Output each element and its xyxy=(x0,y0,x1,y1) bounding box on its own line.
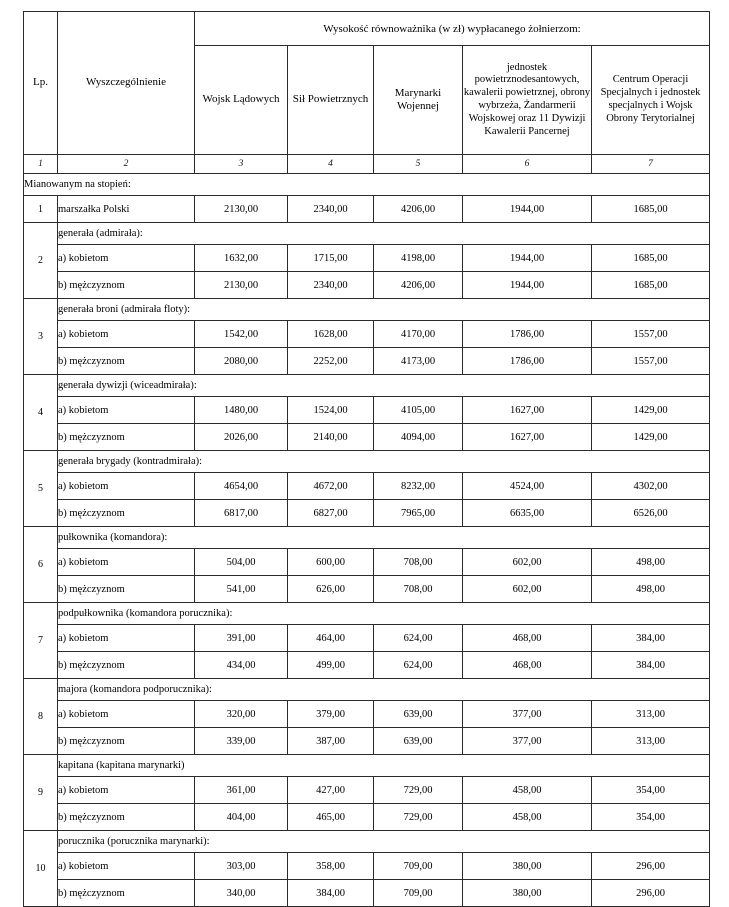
header-cell-airborne-units: jednostek powietrznodesantowych, kawalerii powietrznej, obrony wybrzeża, Żandarmerii Wojskowej oraz 11 Dywizji Kawalerii Pancernej xyxy=(463,46,592,155)
amount-cell: 384,00 xyxy=(592,625,710,652)
table-row-group-header xyxy=(24,679,710,701)
table-row-women xyxy=(24,625,710,652)
amount-cell: 468,00 xyxy=(463,625,592,652)
amount-cell: 296,00 xyxy=(592,853,710,880)
subrow-label-women: a) kobietom xyxy=(58,245,195,272)
subrow-label-men: b) mężczyznom xyxy=(58,576,195,603)
table-row-men xyxy=(24,500,710,527)
amount-cell: 404,00 xyxy=(195,804,288,831)
amount-cell: 427,00 xyxy=(288,777,374,804)
amount-cell: 377,00 xyxy=(463,728,592,755)
amount-cell: 468,00 xyxy=(463,652,592,679)
amount-cell: 639,00 xyxy=(374,701,463,728)
amount-cell: 1627,00 xyxy=(463,397,592,424)
amount-cell: 4198,00 xyxy=(374,245,463,272)
amount-cell: 358,00 xyxy=(288,853,374,880)
table-row-women xyxy=(24,701,710,728)
table-row-group-header xyxy=(24,451,710,473)
amount-cell: 458,00 xyxy=(463,777,592,804)
subrow-label-women: a) kobietom xyxy=(58,397,195,424)
amount-cell: 1685,00 xyxy=(592,245,710,272)
table-row-men xyxy=(24,424,710,451)
row-number: 7 xyxy=(24,603,58,679)
amount-cell: 4672,00 xyxy=(288,473,374,500)
amount-cell: 626,00 xyxy=(288,576,374,603)
amount-cell: 1632,00 xyxy=(195,245,288,272)
header-cell-land-forces: Wojsk Lądowych xyxy=(195,46,288,155)
subrow-label-women: a) kobietom xyxy=(58,777,195,804)
amount-cell: 434,00 xyxy=(195,652,288,679)
table-row-men xyxy=(24,576,710,603)
amount-cell: 6817,00 xyxy=(195,500,288,527)
amount-cell: 1786,00 xyxy=(463,348,592,375)
table-row-group-header xyxy=(24,527,710,549)
amount-cell: 4302,00 xyxy=(592,473,710,500)
amount-cell: 602,00 xyxy=(463,549,592,576)
amount-cell: 1627,00 xyxy=(463,424,592,451)
row-number: 9 xyxy=(24,755,58,831)
amount-cell: 2080,00 xyxy=(195,348,288,375)
table-row-men xyxy=(24,272,710,299)
row-description: pułkownika (komandora): xyxy=(58,527,710,549)
subrow-label-men: b) mężczyznom xyxy=(58,500,195,527)
amount-cell: 320,00 xyxy=(195,701,288,728)
amount-cell: 1429,00 xyxy=(592,424,710,451)
row-description: podpułkownika (komandora porucznika): xyxy=(58,603,710,625)
amount-cell: 465,00 xyxy=(288,804,374,831)
subrow-label-men: b) mężczyznom xyxy=(58,348,195,375)
header-cell-air-forces: Sił Powietrznych xyxy=(288,46,374,155)
amount-cell: 709,00 xyxy=(374,880,463,907)
amount-cell: 379,00 xyxy=(288,701,374,728)
amount-cell: 1786,00 xyxy=(463,321,592,348)
row-number: 6 xyxy=(24,527,58,603)
amount-cell: 4654,00 xyxy=(195,473,288,500)
amount-cell: 2140,00 xyxy=(288,424,374,451)
table-row-group-header xyxy=(24,375,710,397)
header-cell-navy: Marynarki Wojennej xyxy=(374,46,463,155)
amount-cell: 4094,00 xyxy=(374,424,463,451)
amount-cell: 708,00 xyxy=(374,576,463,603)
table-row-women xyxy=(24,397,710,424)
subrow-label-men: b) mężczyznom xyxy=(58,804,195,831)
row-number: 5 xyxy=(24,451,58,527)
amount-cell: 387,00 xyxy=(288,728,374,755)
amount-cell: 380,00 xyxy=(463,880,592,907)
amount-cell: 4170,00 xyxy=(374,321,463,348)
column-number-cell: 4 xyxy=(288,155,374,174)
amount-cell: 2340,00 xyxy=(288,272,374,299)
amount-cell: 7965,00 xyxy=(374,500,463,527)
amount-cell: 1429,00 xyxy=(592,397,710,424)
amount-cell: 4173,00 xyxy=(374,348,463,375)
subrow-label-men: b) mężczyznom xyxy=(58,652,195,679)
amount-cell: 313,00 xyxy=(592,701,710,728)
subrow-label-women: a) kobietom xyxy=(58,321,195,348)
table-row-men xyxy=(24,880,710,907)
row-description: generała (admirała): xyxy=(58,223,710,245)
subrow-label-women: a) kobietom xyxy=(58,625,195,652)
amount-cell: 504,00 xyxy=(195,549,288,576)
amount-cell: 499,00 xyxy=(288,652,374,679)
table-row-women xyxy=(24,853,710,880)
subrow-label-women: a) kobietom xyxy=(58,701,195,728)
amount-cell: 313,00 xyxy=(592,728,710,755)
header-cell-lp: Lp. xyxy=(24,12,58,155)
row-description: generała brygady (kontradmirała): xyxy=(58,451,710,473)
amount-cell: 1628,00 xyxy=(288,321,374,348)
amount-cell: 4206,00 xyxy=(374,196,463,223)
amount-cell: 361,00 xyxy=(195,777,288,804)
subrow-label-men: b) mężczyznom xyxy=(58,880,195,907)
table-row xyxy=(24,196,710,223)
row-description: generała broni (admirała floty): xyxy=(58,299,710,321)
amount-cell: 498,00 xyxy=(592,576,710,603)
section-label: Mianowanym na stopień: xyxy=(24,174,710,196)
column-number-cell: 1 xyxy=(24,155,58,174)
amount-cell: 602,00 xyxy=(463,576,592,603)
subrow-label-men: b) mężczyznom xyxy=(58,272,195,299)
amount-cell: 1944,00 xyxy=(463,272,592,299)
amount-cell: 377,00 xyxy=(463,701,592,728)
amount-cell: 339,00 xyxy=(195,728,288,755)
amount-cell: 2130,00 xyxy=(195,196,288,223)
row-number: 1 xyxy=(24,196,58,223)
table-row-women xyxy=(24,777,710,804)
table-row-men xyxy=(24,652,710,679)
amount-cell: 1557,00 xyxy=(592,321,710,348)
table-row-women xyxy=(24,321,710,348)
amount-cell: 303,00 xyxy=(195,853,288,880)
amount-cell: 2130,00 xyxy=(195,272,288,299)
amount-cell: 391,00 xyxy=(195,625,288,652)
row-number: 3 xyxy=(24,299,58,375)
amount-cell: 384,00 xyxy=(288,880,374,907)
amount-cell: 498,00 xyxy=(592,549,710,576)
header-cell-description: Wyszczególnienie xyxy=(58,12,195,155)
amount-cell: 354,00 xyxy=(592,777,710,804)
amount-cell: 600,00 xyxy=(288,549,374,576)
subrow-label-men: b) mężczyznom xyxy=(58,424,195,451)
amount-cell: 541,00 xyxy=(195,576,288,603)
row-description: marszałka Polski xyxy=(58,196,195,223)
table-row-group-header xyxy=(24,755,710,777)
amount-cell: 1524,00 xyxy=(288,397,374,424)
amount-cell: 458,00 xyxy=(463,804,592,831)
amount-cell: 708,00 xyxy=(374,549,463,576)
amount-cell: 4524,00 xyxy=(463,473,592,500)
table-row-group-header xyxy=(24,831,710,853)
amount-cell: 1557,00 xyxy=(592,348,710,375)
amount-cell: 2252,00 xyxy=(288,348,374,375)
amount-cell: 354,00 xyxy=(592,804,710,831)
amount-cell: 4206,00 xyxy=(374,272,463,299)
row-number: 8 xyxy=(24,679,58,755)
amount-cell: 1480,00 xyxy=(195,397,288,424)
column-number-cell: 6 xyxy=(463,155,592,174)
amount-cell: 624,00 xyxy=(374,625,463,652)
amount-cell: 1944,00 xyxy=(463,245,592,272)
amount-cell: 1542,00 xyxy=(195,321,288,348)
amount-cell: 2026,00 xyxy=(195,424,288,451)
amount-cell: 6526,00 xyxy=(592,500,710,527)
amount-cell: 296,00 xyxy=(592,880,710,907)
section-label-row xyxy=(24,174,710,196)
amount-cell: 2340,00 xyxy=(288,196,374,223)
header-row-title xyxy=(24,12,710,46)
header-cell-spanning-title: Wysokość równoważnika (w zł) wypłacanego żołnierzom: xyxy=(195,12,710,46)
table-row-men xyxy=(24,804,710,831)
row-description: majora (komandora podporucznika): xyxy=(58,679,710,701)
amount-cell: 384,00 xyxy=(592,652,710,679)
table-row-group-header xyxy=(24,223,710,245)
row-description: generała dywizji (wiceadmirała): xyxy=(58,375,710,397)
amount-cell: 639,00 xyxy=(374,728,463,755)
amount-cell: 1944,00 xyxy=(463,196,592,223)
amount-cell: 1715,00 xyxy=(288,245,374,272)
table-row-women xyxy=(24,473,710,500)
column-number-cell: 3 xyxy=(195,155,288,174)
header-cell-special-operations: Centrum Operacji Specjalnych i jednostek specjalnych i Wojsk Obrony Terytorialnej xyxy=(592,46,710,155)
table-row-women xyxy=(24,245,710,272)
amount-cell: 1685,00 xyxy=(592,196,710,223)
amount-cell: 8232,00 xyxy=(374,473,463,500)
subrow-label-men: b) mężczyznom xyxy=(58,728,195,755)
column-number-cell: 7 xyxy=(592,155,710,174)
equivalent-amounts-table xyxy=(23,11,710,907)
table-row-group-header xyxy=(24,299,710,321)
subrow-label-women: a) kobietom xyxy=(58,853,195,880)
table-row-men xyxy=(24,348,710,375)
column-number-cell: 5 xyxy=(374,155,463,174)
column-number-row xyxy=(24,155,710,174)
table-row-men xyxy=(24,728,710,755)
amount-cell: 380,00 xyxy=(463,853,592,880)
amount-cell: 6635,00 xyxy=(463,500,592,527)
row-description: porucznika (porucznika marynarki): xyxy=(58,831,710,853)
column-number-cell: 2 xyxy=(58,155,195,174)
amount-cell: 1685,00 xyxy=(592,272,710,299)
amount-cell: 464,00 xyxy=(288,625,374,652)
subrow-label-women: a) kobietom xyxy=(58,549,195,576)
amount-cell: 624,00 xyxy=(374,652,463,679)
row-number: 4 xyxy=(24,375,58,451)
table-row-women xyxy=(24,549,710,576)
amount-cell: 4105,00 xyxy=(374,397,463,424)
table-row-group-header xyxy=(24,603,710,625)
amount-cell: 729,00 xyxy=(374,804,463,831)
row-description: kapitana (kapitana marynarki) xyxy=(58,755,710,777)
subrow-label-women: a) kobietom xyxy=(58,473,195,500)
amount-cell: 340,00 xyxy=(195,880,288,907)
amount-cell: 6827,00 xyxy=(288,500,374,527)
row-number: 2 xyxy=(24,223,58,299)
amount-cell: 709,00 xyxy=(374,853,463,880)
row-number: 10 xyxy=(24,831,58,907)
amount-cell: 729,00 xyxy=(374,777,463,804)
